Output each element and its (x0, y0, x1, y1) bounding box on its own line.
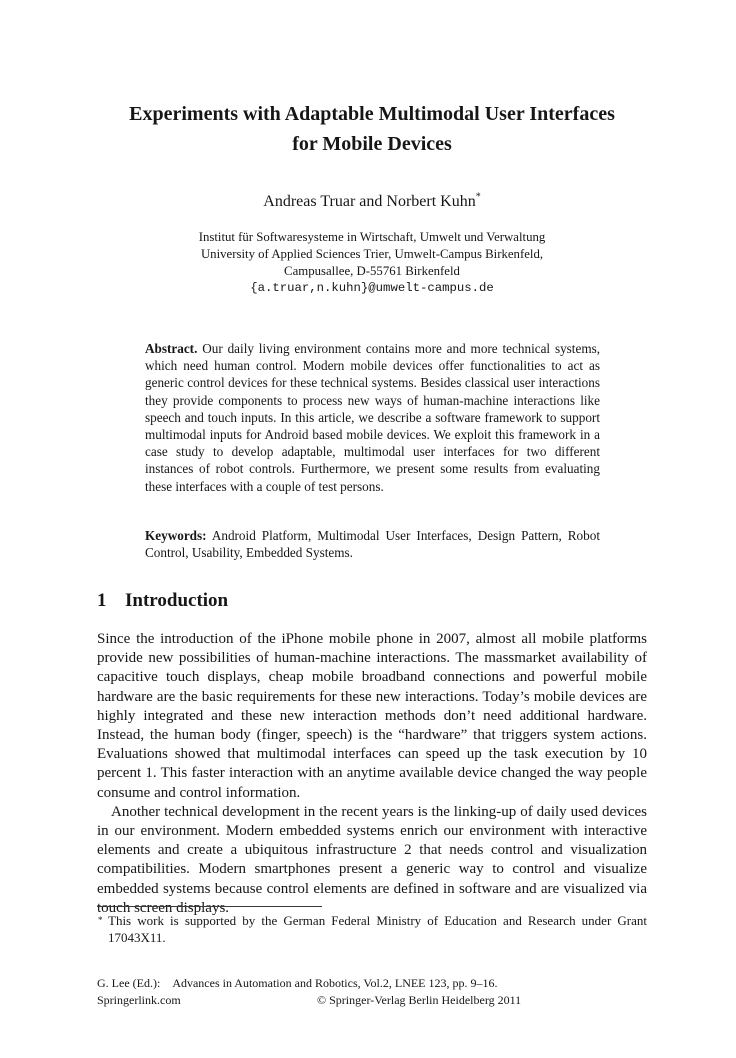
affiliation-block (97, 229, 647, 297)
footer-publisher-line (97, 992, 647, 1009)
section-1-heading (97, 589, 647, 613)
paper-title (97, 99, 647, 159)
author-names: Andreas Truar and Norbert Kuhn (263, 193, 476, 210)
affiliation-institute: Institut für Softwaresysteme in Wirtschaft, Umwelt und Verwaltung (198, 230, 546, 244)
page-footer (97, 975, 647, 1009)
footer-editor: G. Lee (Ed.): (97, 976, 161, 990)
footnote-text-line (97, 913, 647, 947)
abstract-text: Our daily living environment contains more and more technical systems, which need human control. Modern mobile devices offer functionalities to act as generic control devices for these technical systems. Besides classical user interactions they provide components to process new ways of human-machine interactions like speech and touch inputs. In this article, we describe a software framework to support multimodal inputs for Android based mobile devices. We exploit this framework in a case study to develop adaptable, multimodal user interfaces for two different instances of robot controls. Furthermore, we present some results from evaluating these interfaces with a couple of test persons. (145, 341, 601, 494)
abstract-label: Abstract. (145, 341, 198, 356)
footer-copyright: © Springer-Verlag Berlin Heidelberg 2011 (317, 993, 522, 1007)
authors-line (97, 192, 647, 212)
paper-title-line1: Experiments with Adaptable Multimodal User Interfaces (129, 103, 615, 125)
footer-citation-line (97, 975, 647, 992)
section-1-paragraph-1: Since the introduction of the iPhone mobile phone in 2007, almost all mobile platforms provide new possibilities of human-machine interactions. The massmarket availability of capacitive touch displays, cheap mobile broadband connections and powerful mobile hardware are the basic requirements for these new interactions. Today’s mobile devices are highly integrated and these new interaction methods don’t need additional hardware. Instead, the human body (finger, speech) is the “hardware” that triggers system actions. Evaluations showed that multimodal interfaces can speed up the task execution by 10 percent 1. This faster interaction with an anytime available device changed the way people consume and control information. (97, 631, 647, 801)
section-1-number: 1 (97, 590, 107, 611)
affiliation-university: University of Applied Sciences Trier, Umwelt-Campus Birkenfeld, (200, 247, 544, 261)
footnote-rule (97, 906, 322, 907)
footnote-text: This work is supported by the German Federal Ministry of Education and Research under Grant 17043X11. (108, 913, 647, 945)
author-emails: {a.truar,n.kuhn}@umwelt-campus.de (250, 281, 494, 295)
keywords-text: Android Platform, Multimodal User Interfaces, Design Pattern, Robot Control, Usability, Embedded Systems. (145, 528, 600, 561)
keywords-block (145, 527, 600, 561)
footer-book-title: Advances in Automation and Robotics, Vol.2, LNEE 123, pp. 9–16. (172, 976, 498, 990)
section-1-body (97, 630, 647, 918)
keywords-label: Keywords: (145, 528, 207, 543)
author-footnote-marker: * (475, 191, 481, 203)
footnote-marker: * (98, 915, 103, 925)
footnote-block (97, 906, 647, 947)
footer-site: Springerlink.com (97, 993, 181, 1007)
paper-title-line2: for Mobile Devices (292, 133, 452, 155)
affiliation-address: Campusallee, D-55761 Birkenfeld (284, 264, 460, 278)
abstract-block (145, 340, 600, 495)
section-1-title: Introduction (125, 590, 229, 611)
section-1-paragraph-2: Another technical development in the recent years is the linking-up of daily used devices in our environment. Modern embedded systems enrich our environment with interactive elements and create a ubiquitous infrastructure 2 that needs control and visualization compatibilities. Modern smartphones present a generic way to control and visualize embedded systems because control elements are defined in software and are visualized via touch screen displays. (97, 803, 647, 916)
